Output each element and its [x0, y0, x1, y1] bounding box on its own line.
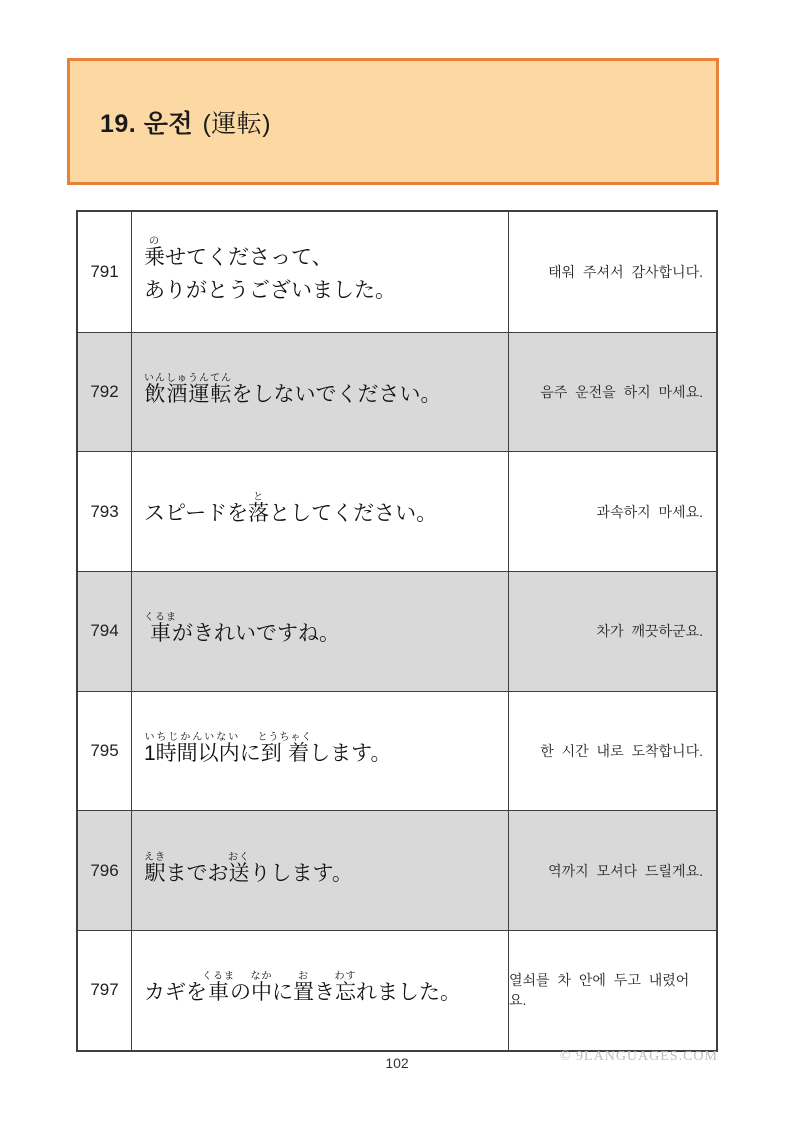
- furigana-ruby: 1時間以内いちじかんいない: [144, 731, 240, 765]
- furigana-ruby: 飲酒運転いんしゅうんてん: [144, 372, 232, 406]
- japanese-line: 車くるまがきれいですね。: [144, 612, 340, 646]
- furigana-ruby: 駅えき: [144, 851, 166, 885]
- table-row: [78, 212, 716, 332]
- row-number: 796: [78, 811, 132, 930]
- japanese-line: スピードを落ととしてください。: [144, 492, 438, 526]
- japanese-phrase: [132, 692, 509, 811]
- table-row: [78, 810, 716, 930]
- japanese-line: 飲酒運転いんしゅうんてんをしないでください。: [144, 372, 442, 406]
- furigana-ruby: 到着とうちゃく: [257, 731, 313, 765]
- copyright-notice: © 9LANGUAGES.COM: [559, 1049, 718, 1064]
- chapter-title-main: 19. 운전: [100, 109, 193, 138]
- japanese-phrase: [132, 931, 509, 1050]
- furigana-ruby: 車くるま: [202, 971, 235, 1005]
- korean-translation: 차가 깨끗하군요.: [596, 623, 703, 640]
- furigana-ruby: 置お: [293, 971, 314, 1005]
- furigana-ruby: 中なか: [250, 971, 273, 1005]
- chapter-header-box: [67, 58, 719, 185]
- korean-translation: 열쇠를 차 안에 두고 내렸어요.: [509, 972, 690, 1009]
- japanese-phrase: [132, 811, 509, 930]
- row-number: 795: [78, 692, 132, 811]
- japanese-line: 駅えきまでお送おくりします。: [144, 851, 353, 885]
- phrase-table: [76, 210, 718, 1052]
- korean-translation: 역까지 모셔다 드릴게요.: [548, 862, 703, 879]
- furigana-ruby: 落と: [248, 492, 270, 526]
- korean-translation: 한 시간 내로 도착합니다.: [540, 743, 703, 760]
- japanese-phrase: [132, 333, 509, 452]
- japanese-line: カギを車くるまの中なかに置おき忘わすれました。: [144, 971, 461, 1005]
- table-row: [78, 571, 716, 691]
- japanese-line: 乗のせてくださって、: [144, 236, 333, 270]
- row-number: 792: [78, 333, 132, 452]
- table-row: [78, 332, 716, 452]
- table-row: [78, 451, 716, 571]
- furigana-ruby: 送おく: [228, 851, 250, 885]
- korean-translation: 태워 주셔서 감사합니다.: [548, 263, 703, 280]
- korean-translation: 과속하지 마세요.: [596, 503, 703, 520]
- furigana-ruby: 乗の: [144, 236, 165, 270]
- chapter-title-sub: (運転): [202, 109, 272, 138]
- table-row: [78, 691, 716, 811]
- furigana-ruby: 忘わす: [334, 971, 357, 1005]
- row-number: 793: [78, 452, 132, 571]
- japanese-line: 1時間以内いちじかんいないに到着とうちゃくします。: [144, 731, 392, 765]
- chapter-title: [70, 104, 271, 140]
- japanese-phrase: [132, 212, 509, 332]
- furigana-ruby: 車くるま: [144, 612, 177, 646]
- korean-translation: 음주 운전을 하지 마세요.: [540, 384, 703, 401]
- japanese-line: ありがとうございました。: [144, 278, 396, 302]
- japanese-phrase: [132, 572, 509, 691]
- row-number: 791: [78, 212, 132, 332]
- japanese-phrase: [132, 452, 509, 571]
- page-number: 102: [385, 1055, 409, 1071]
- table-row: [78, 930, 716, 1050]
- row-number: 794: [78, 572, 132, 691]
- row-number: 797: [78, 931, 132, 1050]
